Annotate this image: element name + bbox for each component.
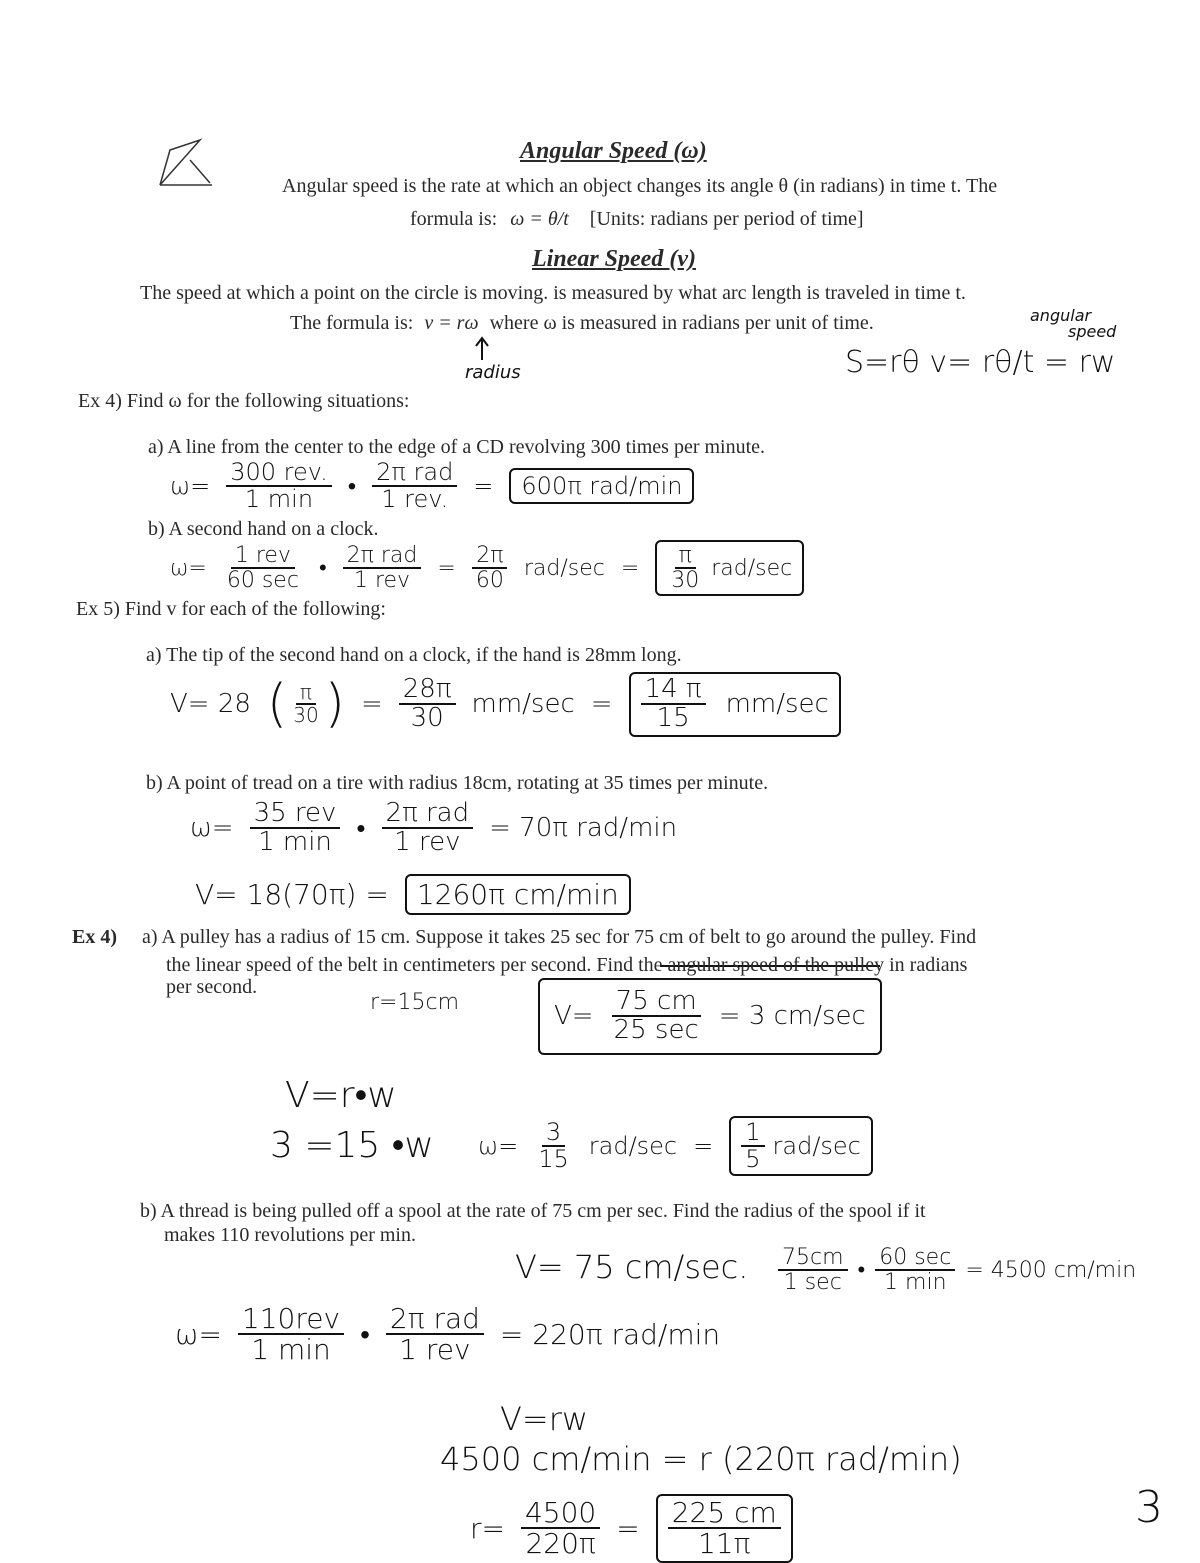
angular-definition: Angular speed is the rate at which an object changes its angle θ (in radians) in time t. The	[282, 175, 998, 197]
fraction	[521, 1498, 600, 1559]
linear-formula-prefix: The formula is:	[290, 312, 414, 334]
fraction	[778, 1246, 848, 1294]
fraction	[289, 682, 322, 726]
fraction-den: 15	[656, 703, 690, 734]
up-arrow-icon	[476, 338, 488, 360]
ex5-a-question: a) The tip of the second hand on a clock, if the hand is 28mm long.	[146, 644, 682, 666]
fraction-den: 15	[538, 1145, 569, 1174]
fraction	[667, 544, 703, 592]
conversion-result: = 4500 cm/min	[965, 1257, 1137, 1283]
fraction	[386, 1304, 484, 1365]
fraction-den: 1 min	[258, 827, 332, 858]
fraction-num: 2π rad	[386, 1304, 484, 1335]
ex4-b-work	[170, 540, 804, 596]
fraction-num: 1	[741, 1120, 764, 1147]
spool-radius-solution	[470, 1494, 793, 1563]
boxed-answer	[629, 672, 841, 737]
unit: rad/sec	[523, 555, 605, 581]
note-angular: angular	[1030, 306, 1092, 325]
fraction-den: 60 sec	[226, 568, 299, 594]
fraction	[472, 544, 508, 592]
ex4-pulley-label: Ex 4)	[72, 926, 117, 948]
work-lhs: ω=	[478, 1132, 519, 1161]
fraction-den: 1 min	[251, 1333, 331, 1367]
fraction	[741, 1120, 764, 1172]
fraction-num: 75cm	[778, 1246, 848, 1271]
angular-formula-prefix: formula is:	[410, 208, 498, 230]
ex4-a-work	[170, 460, 694, 512]
fraction	[223, 544, 303, 592]
fraction	[399, 676, 456, 733]
fraction-den: 60	[475, 568, 504, 594]
spool-question-line-2: makes 110 revolutions per min.	[164, 1224, 416, 1246]
fraction-num: 2π	[472, 544, 507, 569]
page-number: 3	[1135, 1482, 1163, 1533]
ex4-b-question: b) A second hand on a clock.	[148, 518, 379, 540]
boxed-answer	[655, 540, 804, 596]
boxed-answer	[656, 1494, 793, 1563]
speed-result: = 3 cm/sec	[718, 1001, 866, 1032]
work-lhs: r=	[470, 1511, 505, 1545]
fraction	[238, 1304, 344, 1365]
equals-sign: =	[473, 472, 494, 501]
paren-close: )	[324, 674, 345, 735]
fraction	[226, 460, 332, 512]
equals-sign: =	[620, 555, 640, 581]
fraction-den: 30	[293, 703, 319, 728]
fraction	[343, 544, 422, 592]
fraction-num: 75 cm	[612, 988, 701, 1017]
angular-formula-line	[410, 208, 864, 231]
ex5-heading: Ex 5) Find v for each of the following:	[76, 598, 386, 620]
fraction-num: 60 sec	[875, 1246, 955, 1271]
pulley-question-line-3: per second.	[166, 976, 258, 998]
ex5-b-omega-work	[190, 800, 677, 857]
fraction-den: 1 rev	[353, 568, 411, 594]
unit: mm/sec	[471, 689, 575, 720]
v-equals-rw: V=r•w	[285, 1075, 397, 1116]
linear-formula: v = rω	[424, 312, 479, 334]
work-lhs: ω=	[175, 1317, 222, 1351]
radius-given: r=15cm	[370, 990, 459, 1015]
equals-sign: =	[693, 1132, 714, 1161]
fraction-num: 110rev	[238, 1304, 344, 1335]
fraction-num: 225 cm	[668, 1498, 781, 1529]
work-lhs: ω=	[190, 813, 234, 844]
fraction-den: 11π	[697, 1527, 751, 1561]
omega-result: = 220π rad/min	[499, 1317, 721, 1351]
fraction	[534, 1120, 573, 1172]
omega-solution	[478, 1116, 873, 1176]
linear-speed-title: Linear Speed (v)	[532, 246, 696, 272]
multiply-dot: •	[347, 471, 357, 500]
fraction-den: 1 min	[884, 1270, 947, 1296]
angular-units: [Units: radians per period of time]	[589, 208, 864, 230]
radius-note: radius	[465, 362, 521, 383]
fraction-num: 1 rev	[231, 544, 295, 569]
boxed-answer	[729, 1116, 873, 1176]
fraction	[875, 1246, 955, 1294]
linear-speed-box	[538, 978, 882, 1055]
unit: mm/sec	[725, 689, 829, 720]
spool-v-equals-rw: V=rw	[500, 1400, 589, 1438]
work-lhs: V= 18(70π) =	[195, 878, 389, 911]
boxed-answer: 1260π cm/min	[405, 874, 631, 915]
fraction-den: 1 min	[244, 485, 314, 514]
linear-formula-line	[290, 312, 874, 335]
fraction	[668, 1498, 781, 1559]
multiply-dot: •	[318, 556, 327, 582]
fraction-den: 1 sec	[783, 1270, 842, 1296]
spool-omega-work	[175, 1304, 720, 1365]
solve-for-w: 3 =15 •w	[270, 1125, 434, 1166]
multiply-dot: •	[857, 1258, 866, 1284]
spool-question-line-1: b) A thread is being pulled off a spool at the rate of 75 cm per sec. Find the radius of the spool if it	[140, 1200, 926, 1222]
spool-linear-speed: V= 75 cm/sec.	[515, 1248, 749, 1286]
fraction-num: 4500	[521, 1498, 600, 1529]
omega-result: = 70π rad/min	[489, 813, 678, 844]
fraction-num: 2π rad	[382, 800, 474, 829]
fraction	[382, 800, 474, 857]
unit: rad/sec	[711, 555, 793, 581]
fraction-den: 220π	[525, 1527, 596, 1561]
work-lhs: ω=	[170, 472, 211, 501]
multiply-dot: •	[356, 813, 366, 844]
fraction-num: 2π rad	[343, 544, 422, 569]
triangle-sketch-icon	[160, 140, 212, 185]
fraction-num: 14 π	[641, 676, 706, 705]
note-speed: speed	[1068, 322, 1117, 341]
work-lhs: ω=	[170, 555, 207, 581]
fraction-den: 30	[410, 703, 444, 734]
spool-substitution: 4500 cm/min = r (220π rad/min)	[440, 1440, 962, 1478]
fraction-den: 25 sec	[613, 1015, 699, 1046]
fraction-num: π	[296, 682, 316, 705]
fraction-num: π	[675, 544, 696, 569]
work-lhs: V= 28	[170, 689, 251, 720]
fraction-den: 1 rev.	[381, 485, 449, 514]
unit: rad/sec	[772, 1132, 861, 1161]
multiply-dot: •	[360, 1317, 370, 1351]
angular-speed-title: Angular Speed (ω)	[520, 138, 707, 164]
unit-conversion	[778, 1246, 1136, 1294]
ex5-b-question: b) A point of tread on a tire with radius 18cm, rotating at 35 times per minute.	[146, 772, 769, 794]
angular-formula: ω = θ/t	[510, 208, 569, 230]
linear-definition: The speed at which a point on the circle is moving. is measured by what arc length is traveled in time t.	[140, 282, 966, 304]
fraction-num: 28π	[399, 676, 456, 705]
boxed-answer: 600π rad/min	[509, 468, 694, 504]
equals-sign: =	[590, 689, 613, 720]
ex5-b-v-work	[195, 874, 631, 915]
fraction-den: 5	[745, 1145, 761, 1174]
fraction-num: 35 rev	[250, 800, 341, 829]
fraction-num: 300 rev.	[226, 460, 332, 487]
ex4-a-question: a) A line from the center to the edge of a CD revolving 300 times per minute.	[148, 436, 766, 458]
fraction-den: 1 rev	[399, 1333, 471, 1367]
pulley-question-line-2: the linear speed of the belt in centimeters per second. Find the angular speed of the pulley in radians	[166, 954, 968, 976]
angular-speed-note	[1030, 308, 1116, 340]
fraction-num: 2π rad	[372, 460, 457, 487]
fraction-num: 3	[542, 1120, 565, 1147]
equals-sign: =	[437, 555, 456, 581]
equals-sign: =	[360, 689, 383, 720]
ex4-omega-heading: Ex 4) Find ω for the following situations:	[78, 390, 410, 412]
unit: rad/sec	[588, 1132, 678, 1161]
fraction	[610, 988, 703, 1045]
fraction	[250, 800, 341, 857]
pulley-question-line-1: a) A pulley has a radius of 15 cm. Suppose it takes 25 sec for 75 cm of belt to go around the pulley. Find	[142, 926, 977, 948]
fraction-den: 1 rev	[394, 827, 461, 858]
fraction	[641, 676, 706, 733]
paren-open: (	[266, 674, 288, 735]
ex5-a-work	[170, 672, 841, 737]
linear-formula-suffix: where ω is measured in radians per unit of time.	[489, 312, 874, 334]
equals-sign: =	[616, 1511, 640, 1545]
fraction	[372, 460, 457, 512]
fraction-den: 30	[671, 568, 700, 594]
arc-length-formula-note: S=rθ v= rθ/t = rw	[845, 345, 1116, 380]
work-lhs: V=	[554, 1001, 594, 1032]
